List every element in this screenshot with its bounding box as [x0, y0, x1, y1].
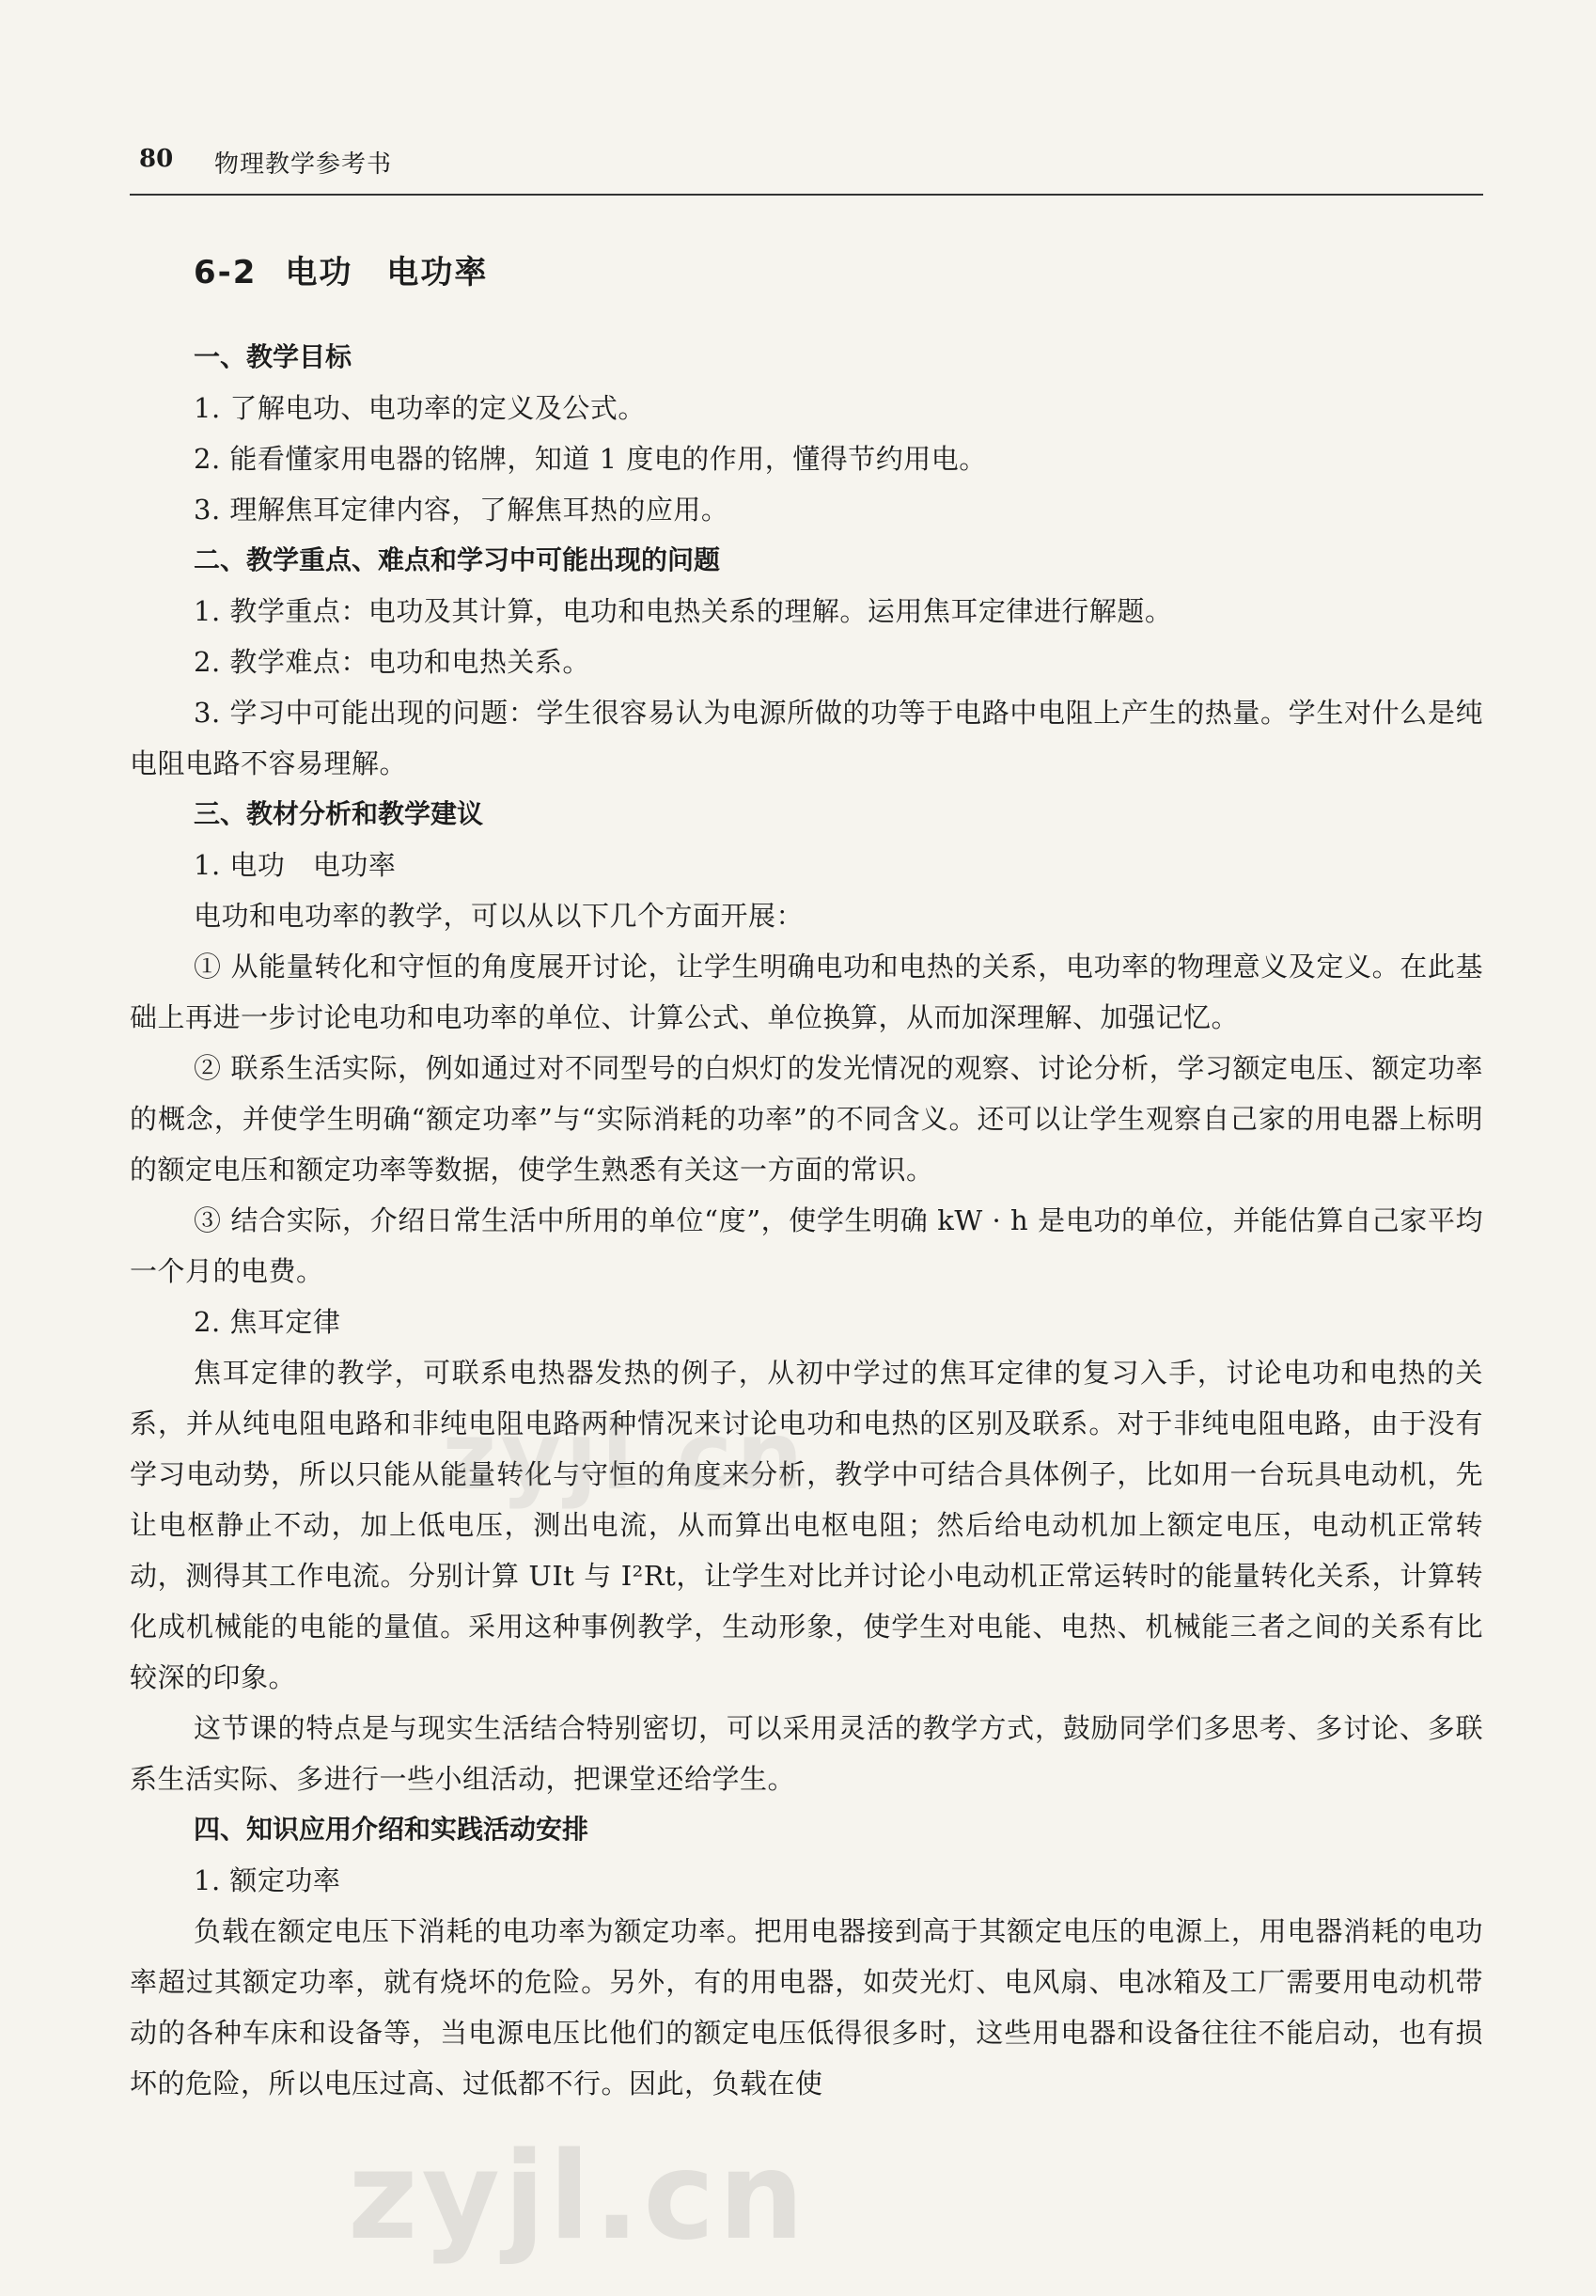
power-point-1: ① 从能量转化和守恒的角度展开讨论，让学生明确电功和电热的关系，电功率的物理意义及定义。在此基础上再进一步讨论电功和电功率的单位、计算公式、单位换算，从而加深理解、加强记忆。 — [130, 951, 1483, 1033]
rated-power-paragraph: 负载在额定电压下消耗的电功率为额定功率。把用电器接到高于其额定电压的电源上，用电器消耗的电功率超过其额定功率，就有烧坏的危险。另外，有的用电器，如荧光灯、电风扇、电冰箱及工厂需要用电动机带动的各种车床和设备等，当电源电压比他们的额定电压低得很多时，这些用电器和设备往往不能启动，也有损坏的危险，所以电压过高、过低都不行。因此，负载在使 — [130, 1915, 1483, 2099]
heading-key-points: 二、教学重点、难点和学习中可能出现的问题 — [194, 544, 721, 575]
section-number: 6-2 — [194, 254, 258, 291]
keypoint-item-1: 1. 教学重点：电功及其计算，电功和电热关系的理解。运用焦耳定律进行解题。 — [194, 595, 1173, 627]
power-point-3: ③ 结合实际，介绍日常生活中所用的单位“度”，使学生明确 kW · h 是电功的单位，并能估算自己家平均一个月的电费。 — [130, 1204, 1483, 1287]
goal-item-3: 3. 理解焦耳定律内容，了解焦耳热的应用。 — [194, 494, 729, 526]
subheading-power: 1. 电功 电功率 — [194, 849, 397, 881]
page-content — [130, 246, 1483, 2109]
book-title: 物理教学参考书 — [214, 150, 393, 179]
heading-analysis: 三、教材分析和教学建议 — [194, 798, 484, 829]
joule-paragraph: 焦耳定律的教学，可联系电热器发热的例子，从初中学过的焦耳定律的复习入手，讨论电功和电热的关系，并从纯电阻电路和非纯电阻电路两种情况来讨论电功和电热的区别及联系。对于非纯电阻电路，由于没有学习电动势，所以只能从能量转化与守恒的角度来分析，教学中可结合具体例子，比如用一台玩具电动机，先让电枢静止不动，加上低电压，测出电流，从而算出电枢电阻；然后给电动机加上额定电压，电动机正常转动，测得其工作电流。分别计算 UIt 与 I²Rt，让学生对比并讨论小电动机正常运转时的能量转化关系，计算转化成机械能的电能的量值。采用这种事例教学，生动形象，使学生对电能、电热、机械能三者之间的关系有比较深的印象。 — [130, 1357, 1483, 1693]
closing-paragraph: 这节课的特点是与现实生活结合特别密切，可以采用灵活的教学方式，鼓励同学们多思考、多讨论、多联系生活实际、多进行一些小组活动，把课堂还给学生。 — [130, 1712, 1483, 1795]
section-title — [194, 246, 1483, 292]
watermark-bottom: zyjl.cn — [348, 2127, 808, 2267]
keypoint-item-2: 2. 教学难点：电功和电热关系。 — [194, 646, 590, 678]
subheading-rated-power: 1. 额定功率 — [194, 1864, 341, 1896]
heading-teaching-goals: 一、教学目标 — [194, 341, 352, 372]
watermark-middle: zyjl.cn — [442, 1401, 807, 1511]
section-title-text: 电功 电功率 — [285, 254, 489, 291]
page-number: 80 — [139, 145, 174, 173]
goal-item-1: 1. 了解电功、电功率的定义及公式。 — [194, 392, 646, 424]
power-point-2: ② 联系生活实际，例如通过对不同型号的白炽灯的发光情况的观察、讨论分析，学习额定电压、额定功率的概念，并使学生明确“额定功率”与“实际消耗的功率”的不同含义。还可以让学生观察自己家的用电器上标明的额定电压和额定功率等数据，使学生熟悉有关这一方面的常识。 — [130, 1052, 1483, 1186]
power-intro: 电功和电功率的教学，可以从以下几个方面开展： — [194, 900, 805, 932]
page-header — [130, 141, 1483, 196]
goal-item-2: 2. 能看懂家用电器的铭牌，知道 1 度电的作用，懂得节约用电。 — [194, 443, 987, 475]
keypoint-item-3: 3. 学习中可能出现的问题：学生很容易认为电源所做的功等于电路中电阻上产生的热量。学生对什么是纯电阻电路不容易理解。 — [130, 697, 1483, 779]
subheading-joule: 2. 焦耳定律 — [194, 1306, 341, 1338]
heading-application: 四、知识应用介绍和实践活动安排 — [194, 1814, 589, 1845]
